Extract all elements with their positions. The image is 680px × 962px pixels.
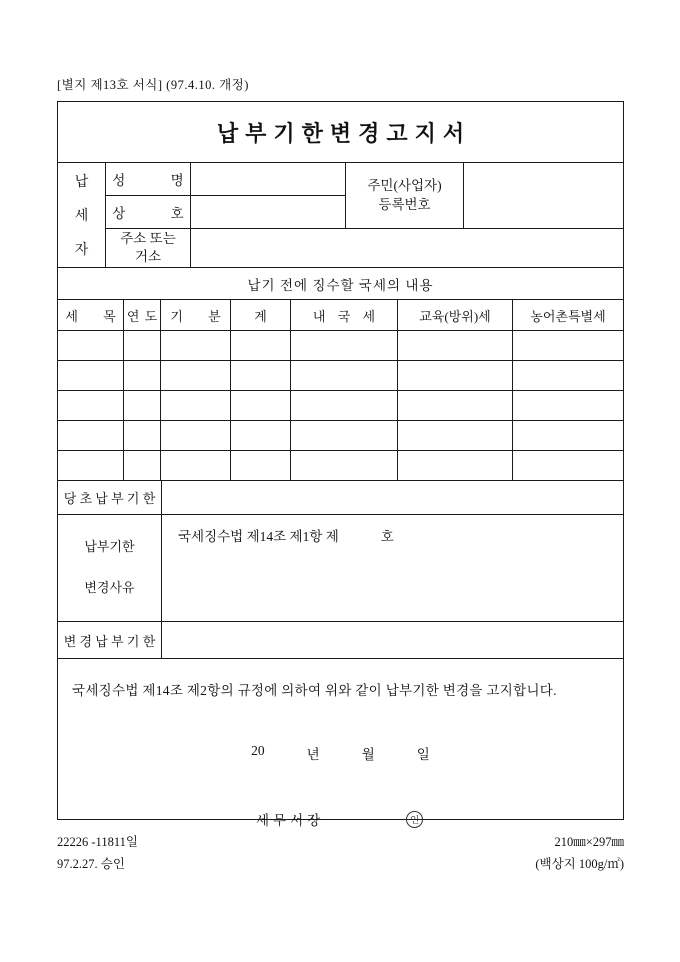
tax-table-cell[interactable] [124,331,160,360]
col-header-rural-tax: 농어촌특별세 [513,300,623,330]
tax-table-cell[interactable] [398,361,512,390]
taxpayer-section [58,162,623,267]
col-header-tax-item: 세 목 [58,300,123,330]
tax-table-cell[interactable] [58,421,123,450]
tax-table-cell[interactable] [124,421,160,450]
tax-table-cell[interactable] [398,331,512,360]
tax-table-cell[interactable] [398,421,512,450]
tax-table-cell[interactable] [58,361,123,390]
col-header-education-tax: 교육(방위)세 [398,300,512,330]
deadline-section [58,480,623,658]
registration-number-label: 주민(사업자) 등록번호 [346,163,463,228]
tax-table-cell[interactable] [161,451,230,480]
taxpayer-char-2: 세 [74,209,89,224]
tax-table-cell[interactable] [124,451,160,480]
taxpayer-char-3: 자 [74,243,89,258]
tax-table-cell[interactable] [291,361,397,390]
change-reason-label: 납부기한 변경사유 [58,515,161,621]
tax-table-cell[interactable] [161,391,230,420]
address-label: 주소 또는 거소 [106,229,190,267]
changed-deadline-input-cell[interactable] [162,622,623,658]
trade-name-input-cell[interactable] [191,196,345,228]
address-input-cell[interactable] [191,229,623,267]
tax-table-cell[interactable] [58,451,123,480]
date-month-label: 월 [361,747,375,762]
date-line[interactable] [58,743,623,763]
footer [57,832,624,876]
form-title: 납부기한변경고지서 [216,120,472,146]
name-label: 성 명 [106,163,190,195]
tax-table-cell[interactable] [231,361,290,390]
tax-table-cell[interactable] [231,451,290,480]
form-reference: [별지 제13호 서식] (97.4.10. 개정) [57,78,249,92]
taxpayer-char-1: 납 [74,175,89,190]
original-deadline-input-cell[interactable] [162,481,623,514]
tax-office-head-label: 세무서장 [256,813,325,828]
tax-table-cell[interactable] [161,421,230,450]
tax-table-cell[interactable] [398,391,512,420]
tax-table-cell[interactable] [231,421,290,450]
tax-table [58,267,623,480]
name-input-cell[interactable] [191,163,345,195]
date-year-label: 년 [306,747,320,762]
tax-table-cell[interactable] [161,331,230,360]
original-deadline-label: 당 초 납 부 기 한 [58,481,161,514]
tax-table-cell[interactable] [231,391,290,420]
tax-table-cell[interactable] [291,421,397,450]
form-box [57,101,624,828]
tax-table-cell[interactable] [291,331,397,360]
seal-icon: 인 [406,811,423,828]
change-reason-input-cell[interactable] [162,515,623,621]
tax-table-cell[interactable] [124,391,160,420]
tax-table-cell[interactable] [513,361,623,390]
notice-text: 국세징수법 제14조 제2항의 규정에 의하여 위와 같이 납부기한 변경을 고지합니다. [72,683,557,698]
date-year-prefix: 20 [251,743,265,758]
date-day-label: 일 [416,747,430,762]
changed-deadline-label: 변 경 납 부 기 한 [58,622,161,658]
trade-name-label: 상 호 [106,196,190,228]
footer-paper-spec: 210㎜×297㎜ (백상지 100g/㎡) [535,835,624,871]
notice-area [58,658,623,828]
reason-statute-text: 국세징수법 제14조 제1항 제 [178,529,339,544]
tax-table-cell[interactable] [513,331,623,360]
tax-table-cell[interactable] [58,331,123,360]
reason-suffix-text: 호 [380,529,394,544]
col-header-internal-tax: 내 국 세 [291,300,397,330]
tax-table-cell[interactable] [161,361,230,390]
col-header-total: 계 [231,300,290,330]
tax-table-cell[interactable] [291,391,397,420]
tax-table-cell[interactable] [58,391,123,420]
tax-table-cell[interactable] [231,331,290,360]
tax-table-cell[interactable] [124,361,160,390]
tax-section-title: 납기 전에 징수할 국세의 내용 [58,268,623,299]
registration-number-input-cell[interactable] [464,163,623,228]
tax-table-cell[interactable] [513,451,623,480]
tax-table-cell[interactable] [291,451,397,480]
signer-line [256,809,623,829]
footer-form-number: 22226 -11811일 97.2.27. 승인 [57,835,138,871]
taxpayer-group-label [58,163,105,267]
tax-table-cell[interactable] [513,391,623,420]
col-header-year: 연 도 [124,300,160,330]
tax-table-cell[interactable] [513,421,623,450]
tax-table-cell[interactable] [398,451,512,480]
col-header-period: 기 분 [161,300,230,330]
title-row [58,102,623,162]
